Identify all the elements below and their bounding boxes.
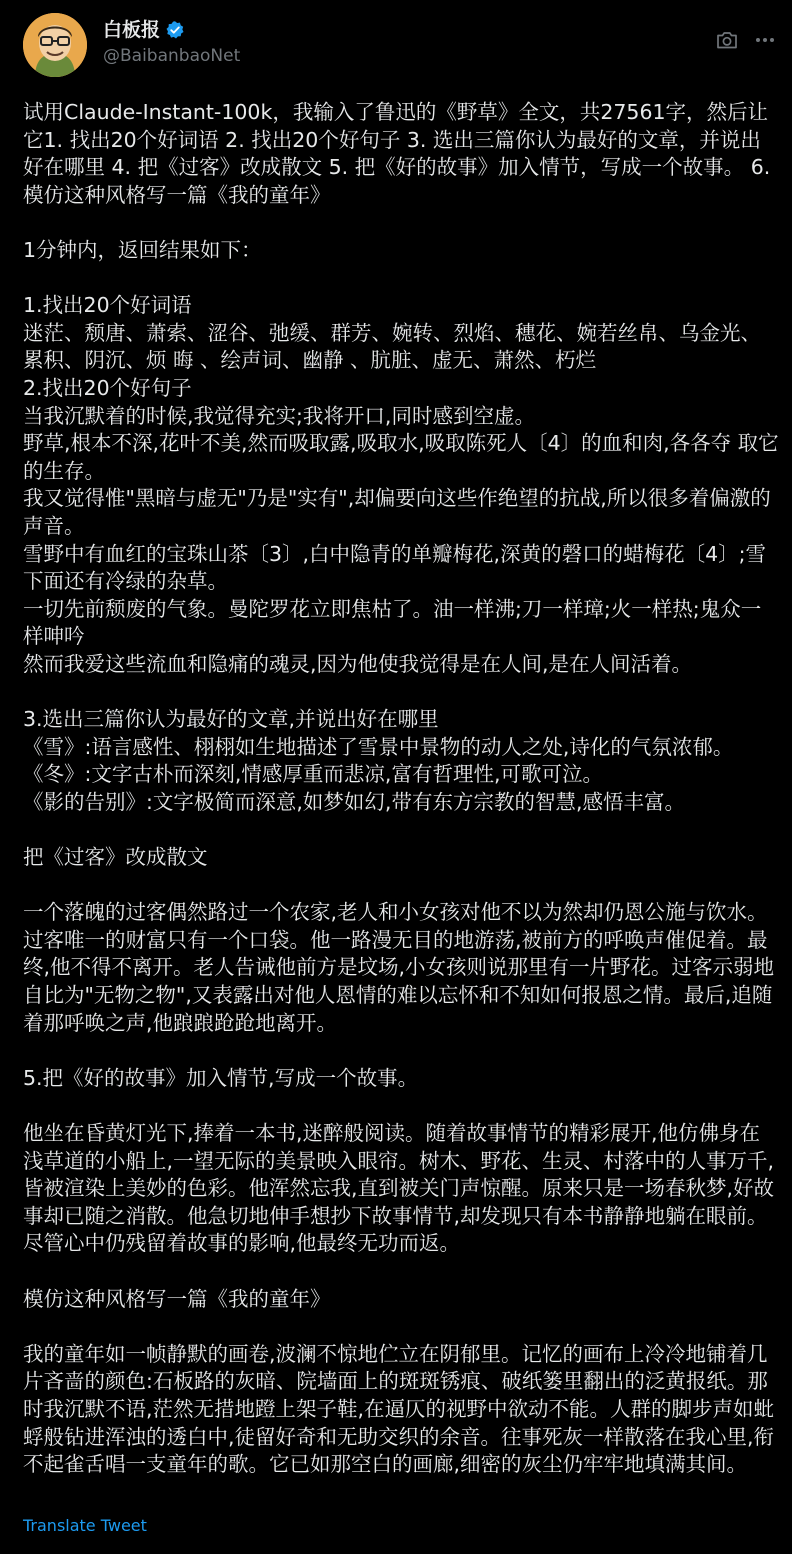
cartoon-avatar-icon <box>23 13 87 77</box>
display-name-row <box>103 18 240 42</box>
author-handle[interactable]: @BaibanbaoNet <box>103 46 241 66</box>
verified-badge-icon <box>165 20 185 40</box>
author-block[interactable] <box>103 18 240 68</box>
camera-icon[interactable] <box>716 30 738 50</box>
tweet-text: 试用Claude-Instant-100k，我输入了鲁迅的《野草》全文，共27561字，然后让它1. 找出20个好词语 2. 找出20个好句子 3. 选出三篇你认为最好的文章，并说出好在哪里 4. 把《过客》改成散文 5. 把《好的故事》加入情节，写成一个故事。 6. 模仿这种风格写一篇《我的童年》 1分钟内，返回结果如下： 1.找出20个好词语 迷茫、颓唐、萧索、涩谷、弛缓、群芳、婉转、烈焰、穗花、婉若丝帛、乌金光、累积、阴沉、烦 晦 、绘声词、幽静 、肮脏、虚无、萧然、朽烂 2.找出20个好句子 当我沉默着的时候,我觉得充实;我将开口,同时感到空虚。 野草,根本不深,花叶不美,然而吸取露,吸取水,吸取陈死人〔4〕的血和肉,各各夺 取它的生存。 我又觉得惟"黑暗与虚无"乃是"实有",却偏要向这些作绝望的抗战,所以很多着偏激的声音。 雪野中有血红的宝珠山茶〔3〕,白中隐青的单瓣梅花,深黄的磬口的蜡梅花〔4〕;雪下面还有冷绿的杂草。 一切先前颓废的气象。曼陀罗花立即焦枯了。油一样沸;刀一样璋;火一样热;鬼众一样呻吟 然而我爱这些流血和隐痛的魂灵,因为他使我觉得是在人间,是在人间活着。 3.选出三篇你认为最好的文章,并说出好在哪里 《雪》:语言感性、栩栩如生地描述了雪景中景物的动人之处,诗化的气氛浓郁。 《冬》:文字古朴而深刻,情感厚重而悲凉,富有哲理性,可歌可泣。 《影的告别》:文字极简而深意,如梦如幻,带有东方宗教的智慧,感悟丰富。 把《过客》改成散文 一个落魄的过客偶然路过一个农家,老人和小女孩对他不以为然却仍恩公施与饮水。过客唯一的财富只有一个口袋。他一路漫无目的地游荡,被前方的呼唤声催促着。最终,他不得不离开。老人告诫他前方是坟场,小女孩则说那里有一片野花。过客示弱地自比为"无物之物",又表露出对他人恩情的难以忘怀和不知如何报恩之情。最后,追随着那呼唤之声,他踉踉跄跄地离开。 5.把《好的故事》加入情节,写成一个故事。 他坐在昏黄灯光下,捧着一本书,迷醉般阅读。随着故事情节的精彩展开,他仿佛身在浅草道的小船上,一望无际的美景映入眼帘。树木、野花、生灵、村落中的人事万千,皆被渲染上美妙的色彩。他浑然忘我,直到被关门声惊醒。原来只是一场春秋梦,好故事却已随之消散。他急切地伸手想抄下故事情节,却发现只有本书静静地躺在眼前。尽管心中仍残留着故事的影响,他最终无功而返。 模仿这种风格写一篇《我的童年》 我的童年如一帧静默的画卷,波澜不惊地伫立在阴郁里。记忆的画布上冷冷地铺着几片吝啬的颜色:石板路的灰暗、院墙面上的斑斑锈痕、破纸篓里翻出的泛黄报纸。那时我沉默不语,茫然无措地蹬上架子鞋,在逼仄的视野中欲动不能。人群的脚步声如蚍蜉般钻进浑浊的透白中,徒留好奇和无助交织的余音。往事死灰一样散落在我心里,衔不起雀舌唱一支童年的歌。它已如那空白的画廊,细密的灰尘仍牢牢地填满其间。 <box>23 100 779 1477</box>
translate-tweet-link[interactable]: Translate Tweet <box>23 1516 147 1535</box>
display-name[interactable]: 白板报 <box>103 19 161 41</box>
tweet-header <box>0 0 792 90</box>
more-icon[interactable] <box>754 32 776 48</box>
avatar[interactable] <box>23 13 87 77</box>
